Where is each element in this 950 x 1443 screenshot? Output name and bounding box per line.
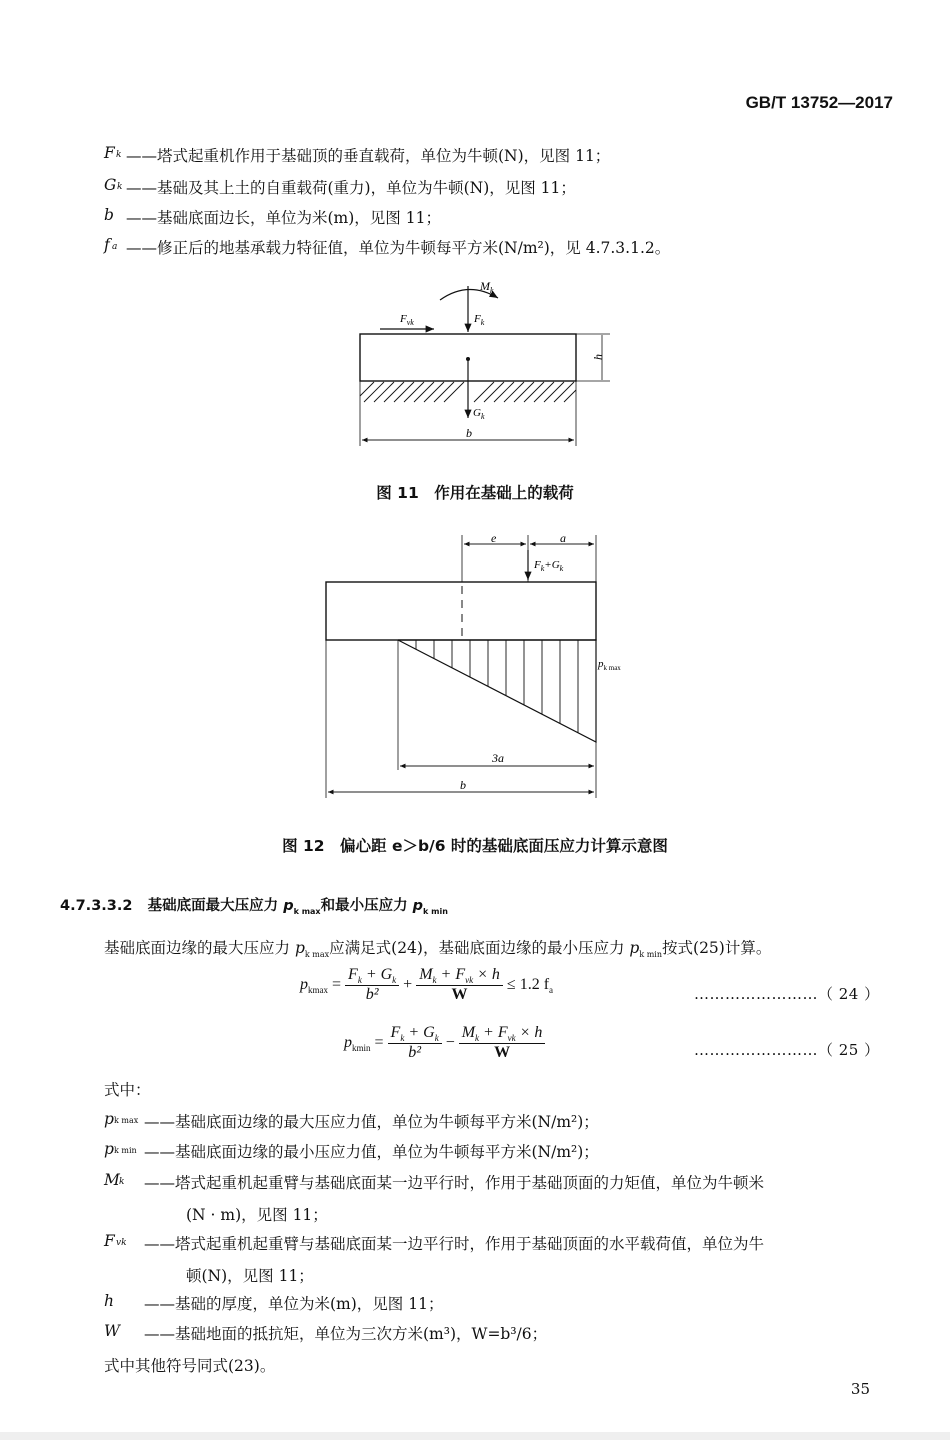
intro-paragraph: 基础底面边缘的最大压应力 $p_{k max}$应满足式(24)，基础底面边缘的最小压应力 $p_{k min}$按式(25)计算。: [104, 939, 772, 960]
label-a: a: [560, 531, 566, 545]
figure-12-diagram: [320, 530, 640, 802]
label-b: b: [460, 778, 466, 792]
section-heading: 4.7.3.3.2 基础底面最大压应力 $p_{k max}$和最小压应力 $p_{k min}$: [60, 898, 448, 916]
where-label: 式中：: [104, 1081, 151, 1099]
figure-12-caption: 图 12 偏心距 e＞b/6 时的基础底面压应力计算示意图: [282, 837, 668, 855]
equation-25-number: ……………………（ 25 ）: [694, 1041, 880, 1059]
label-b: b: [466, 426, 472, 440]
pressure-hatching: [416, 640, 578, 733]
label-3a: 3a: [492, 751, 504, 765]
foundation-block: [326, 582, 596, 640]
equation-25: $p_{kmin}$ = $\frac{F_k + G_k}{\text{b²}}$ − $\frac{M_k + F_{vk} \times h}{W}$: [344, 1024, 545, 1062]
label-fvk: $F_{vk}$: [400, 313, 414, 327]
equation-24-number: ……………………（ 24 ）: [694, 985, 880, 1003]
pressure-triangle: [398, 640, 596, 742]
closing-note: 式中其他符号同式(23)。: [104, 1357, 276, 1375]
page-number: 35: [850, 1380, 870, 1398]
label-fk: $F_k$: [474, 313, 485, 327]
figure-11-caption: 图 11 作用在基础上的载荷: [376, 484, 574, 502]
label-pmax: $p_{k max}$: [598, 658, 621, 672]
label-e: e: [491, 531, 497, 545]
page-bottom-band: [0, 1432, 950, 1440]
label-gk: $G_k$: [473, 407, 485, 421]
figure-11-diagram: [340, 272, 630, 448]
equation-24: $p_{kmax}$ = $\frac{F_k + G_k}{\text{b²}}$ + $\frac{M_k + F_{vk} \times h}{W}$ ≤ 1.2 $f_a$: [300, 966, 554, 1004]
label-h: h: [591, 354, 605, 360]
standard-number: GB/T 13752—2017: [745, 93, 893, 112]
label-load: $F_k+G_k$: [534, 559, 564, 573]
label-mk: $M_k$: [480, 279, 494, 295]
